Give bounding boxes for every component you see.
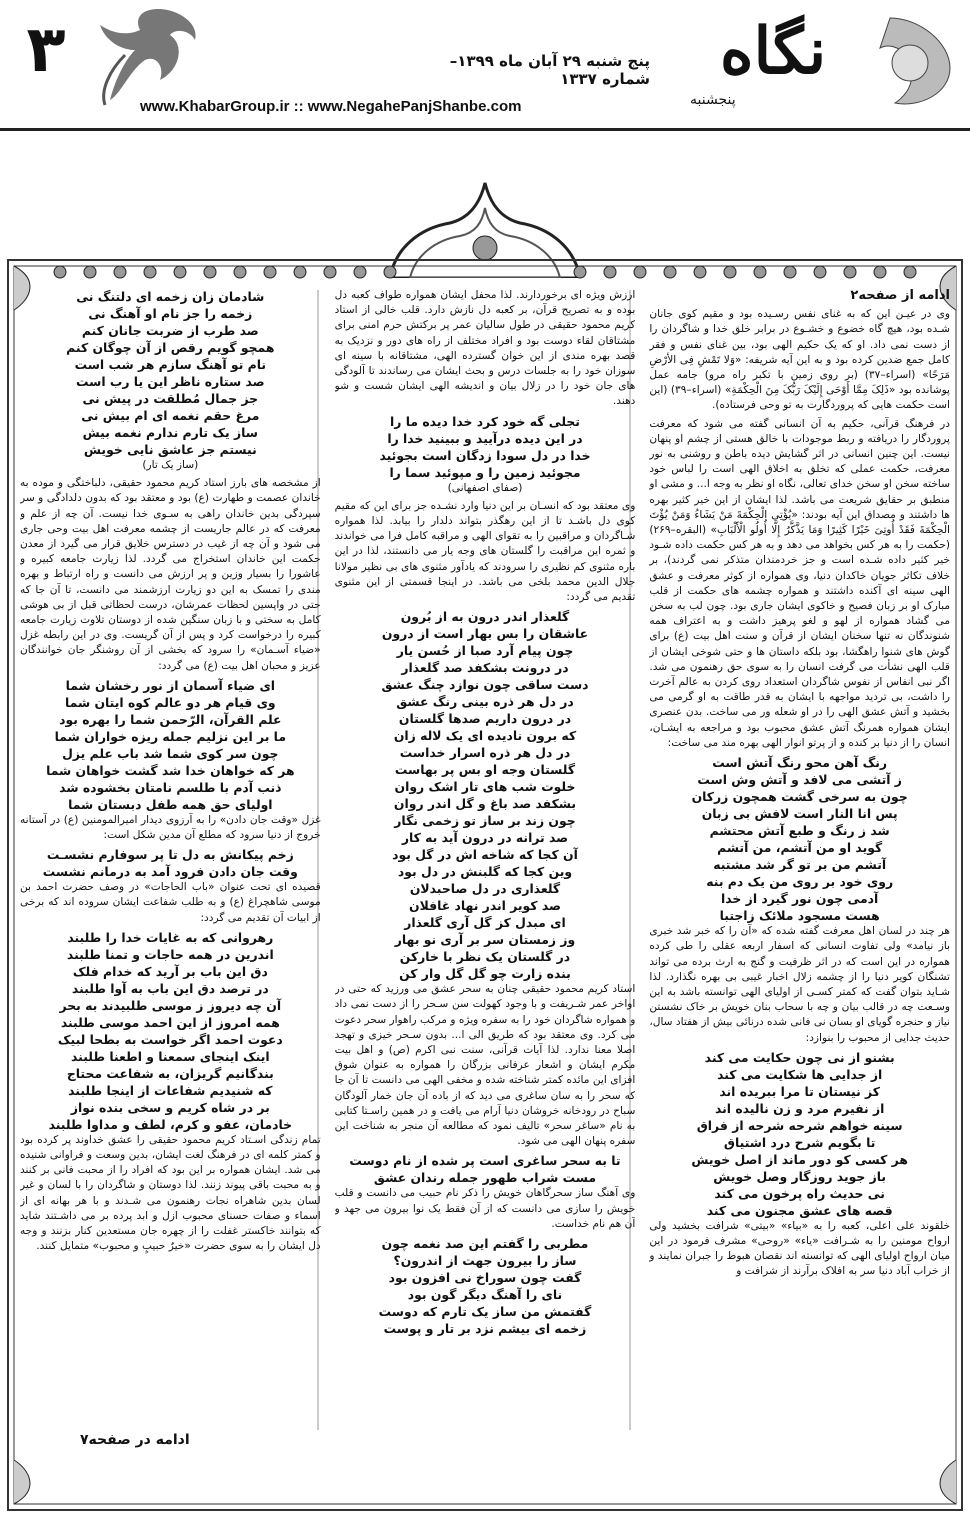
verse-line: خلوت شب های تار اشک روان — [394, 779, 576, 795]
verse-line: اینک اینجای سمعنا و اطعنا طلبند — [71, 1048, 270, 1064]
paragraph: از مشخصه های بارز استاد کریم محمود حقیقی، دلباختگی و موده به خاندان عصمت و طهارت (ع) بود و معتقد بود که بدون دلدادگی و سر سپردگی بدین خاندان راهی به سـوی خدا نیست. آن چه از علم و معرفت که در عالم جاریست از چشمه معرفت اهل بیت وحی جاری می شود و آن چه از غیب در دسترس خلایق قرار می گیرد از معدن حکمت این خاندان استخراج می گردد. لذا زیارت جامعه کبیره و عاشورا را بسیار وزین و پر ارزش می دانست و راه ارتباط و بهره مندی را تمسک به این دو زیارت ارزشمند می دانست، تا آن جا که حتی در واپسین لحظات عمرشان، درست لحظاتی قبل از بی هوشی کامل به سختی و با زبان سنگین شده از دوستان تلاوت زیارت جامعه کبیره را درخواست کرد و پس از آن گریست. وی در این رابطه غزل «ضیاء آسـمان» را سرود که بخشی از آن روشنگر جان خوانندگان عزیز و محبان اهل بیت (ع) می گردد: — [19, 477, 321, 672]
verse-line: بندگانیم گریزان، به شفاعت محتاج — [66, 1065, 274, 1081]
verse-line: هر کسی کو دور ماند از اصل خویش — [691, 1151, 908, 1167]
verse-line: چون پیام آرد صبا از حُسن یار — [396, 643, 574, 659]
verse-line: صد کویر اندر نهاد غافلان — [409, 898, 561, 914]
verse-line: رهروانی که به غایات خدا را طلبند — [67, 929, 274, 945]
verse-line: دق این باب بر آرید که خدام فلک — [72, 963, 268, 979]
verse-line: علم القرآن، الرّحمن شما را بهره بود — [59, 711, 282, 727]
verse-line: خدا در دل سودا زدگان است بجوئید — [379, 447, 591, 463]
verse-line: رنگ آهن محو رنگ آتش است — [712, 755, 888, 771]
website-urls: www.KhabarGroup.ir :: www.NegahePanjShanbe.com — [140, 98, 522, 115]
verse-line: در گلستان یک نظر با خارکن — [399, 949, 571, 965]
verse-line: شادمان زان زخمه ای دلتنگ نی — [76, 289, 265, 304]
verse-line: جز جمال مُطلقت در پیش نی — [82, 391, 259, 406]
verse-line: هر که خواهان خدا شد گشت خواهان شما — [46, 762, 295, 778]
verse-line: آن کجا که شاخه اش در گل بود — [392, 847, 578, 863]
verse-line: از نفیرم مرد و زن نالیده اند — [714, 1100, 885, 1116]
issue-dateline: پنج شنبه ۲۹ آبان ماه ۱۳۹۹– شماره ۱۳۳۷ — [449, 52, 650, 88]
paragraph: وی آهنگ ساز سحرگاهان خویش را ذکر نام حبیب می دانست و قلب خویش را سازی می دانست که از آن فقط یک نوا بیرون می جهد و آن هم نام خداست. — [334, 1187, 636, 1230]
continued-to-label: ادامه در صفحه۷ — [80, 1432, 190, 1448]
verse-line: وی قیام هر دو عالم کوه ایتان شما — [65, 694, 276, 710]
verse-line: همچو گویم رقص از آن چوگان کنم — [66, 340, 275, 355]
verse-line: بشکفد صد باغ و گل اندر روان — [393, 796, 577, 812]
verse-line: در این دیده درآیید و ببینید خدا را — [387, 430, 583, 446]
verse-line: گفتمش من ساز یک تارم که دوست — [378, 1304, 592, 1320]
verse-line: سینه خواهم شرحه شرحه از فراق — [696, 1117, 903, 1133]
verse-line: آدمی چون نور گیرد از خدا — [721, 891, 879, 907]
verse-line: نام تو آهنگ سازم هر شب است — [74, 357, 267, 372]
verse-line: عاشقان را بس بهار است از درون — [381, 626, 589, 642]
verse-line: تجلی گه خود کرد خدا دیده ما را — [390, 413, 580, 429]
verse-line: چون به سرخی گشت همچون زرکان — [691, 789, 908, 805]
verse-line: وقت جان دادن فرود آمد به درمانم نشست — [42, 864, 298, 880]
verse-line: بنده زارت چو گل گل وار کن — [399, 966, 571, 982]
verse-line: اندرین در همه حاجات و تمنا طلبند — [66, 946, 274, 962]
verse-line: ساز یک تارم ندارم نغمه بیش — [82, 425, 258, 440]
verse-line: زخمه را جز نام او آهنگ نی — [88, 306, 253, 321]
verse-line: نای را آهنگ دیگر گون بود — [407, 1287, 563, 1303]
verse-line: مجوئید زمین را و مپوئید سما را — [389, 464, 581, 480]
paragraph: وی معتقد بود که انسـان بر این دنیا وارد نشـده جز برای این که مقیم کوی دل باشـد تا از این رهگذر بتواند دلدار را بیابد. لذا همواره شـاگردان و مراقبین را به تقوای الهی و مراقبه کامل فرا می خواندند و ثمره این مراقبت را گلستان های وجه یار می دانستند، لذا در این باره مثنوی کم نظیری را سرودند که یادآور مثنوی های بی نظیر مولانا جلال الدین محمد بلخی می باشد. در اینجا قسمتی از این مثنوی تقدیم می گردد: — [334, 499, 636, 604]
verse-line: در دل هر ذره اسرار خداست — [399, 745, 571, 761]
paragraph: قصیده ای تحت عنوان «باب الحاجات» در وصف حضرت احمد بن موسی شاهچراغ (ع) و به طلب شفاعت ایشان سروده اند که برخی از ابیات آن تقدیم می گردد: — [19, 881, 321, 924]
verse-line: دست ساقی چون نوازد چنگ عشق — [381, 677, 589, 693]
verse-line: از جدایی ها شکایت می کند — [717, 1066, 883, 1082]
verse-line: زخمه ای بیشم نزد بر تار و پوست — [383, 1321, 587, 1337]
phoenix-ornament-icon — [90, 0, 210, 110]
verse-line: آن چه دیروز ز موسی طلبیدند به بحر — [59, 997, 282, 1013]
verse-line: گلستان وجه او بس پر بهاست — [394, 762, 576, 778]
verse-line: گلعذار اندر درون به از بُرون — [400, 609, 570, 625]
verse-line: بر در شاه کریم و سخی بنده نواز — [70, 1099, 270, 1115]
paragraph: استاد کریم محمود حقیقی چنان به سحر عشق می ورزید که حتی در اواخر عمر شـریفت و با وجود کهولت سن سـحر را از دست نمی داد و همواره شاگردان خود را به سفره ویژه و مرکب راهوار سحر دعوت می کرد. وی معتقد بود که طریق الی ا... بدون سـحر خیزی و تهجد اصلا معنا ندارد. لذا آیات قرآنی، سنت نبی اکرم (ص) و اهل بیت مکرم ایشان و اشعار عرفانی بزرگان را همواره به عنوان شوق افزای این مائده کمتر شناخته شده و مخفی الهی می دانست تا آن جا که سحر را به سان ساغری می دید که از باده آن جان خمار آلودگان سباح در رودخانه خروشان دنیا آرام می یافت و در همین راسـتا کتابی به نام «ساغر سحر» تالیف نمود که مطالعه آن منجر به شناخت این سفره پنهان الهی می شود. — [334, 983, 636, 1148]
verse-line: همه امروز از این احمد موسی طلبند — [60, 1014, 280, 1030]
verse-line: که شنیدیم شفاعات از اینجا طلبند — [68, 1082, 273, 1098]
verse-line: چون سر کوی شما شد باب علم یزل — [62, 745, 279, 761]
verse-line: دعوت احمد اگر خواست به بطحا لبیک — [57, 1031, 283, 1047]
paragraph: خلقوند علی اعلی، کعبه را به «بیاء» «بیتی» شرافت بخشید ولی ارواح مومنین را به شـرافت «یاء» «روحی» مشرف فرمود در این میان ارواح اولیای الهی که توانسته اند نقصان هبوط را جبران نمایند و از خراب آباد دنیا سر به افلاک برآرند از شرافت و — [649, 1219, 950, 1278]
paragraph: ارزش ویژه ای برخوردارند. لذا محفل ایشان همواره طواف کعبه دل بوده و به تصریح قرآن، بر کعبه دل نازش دارد. قلب خالی از استاد کریم محمود حقیقی در طول سالیان عمر پر برکتش حرم امنی برای مشتاقان لقاء دوست بود و افراد مختلف از راه های دور و نزدیک به قصد بهره مندی از این خوان گسترده الهی، مشتاقانه با سینه ای سوزان خود را به جلسات درس و بحث ایشان می رساندند تا آلودگی های جان خود را در زلال بیان و اندیشه الهی ایشان شست و شو دهند. — [334, 289, 636, 408]
poet-attribution: (صفای اصفهانی) — [447, 481, 523, 494]
verse-line: تا بگویم شرح درد اشتیاق — [723, 1134, 876, 1150]
paragraph: تمام زندگی اسـتاد کریم محمود حقیقی را عشق خداوند پر کرده بود و کمتر کلمه ای در فرهنگ لغت ایشان، بدین وسعت و فراوانی شنیده می شد. ایشان همواره بر این بود که افراد را از محبت فانی بر کنند و به محبت باقی پیوند زنند. لذا دوستان و شاگردان را با لسان و غیر لسان بدین شاهراه نجات رهنمون می شـدند و با هر بهانه ای از اسماء و صفات حسنای محبوب ازل و ابد پرده بر می داشـتند شاید که بتوانند خاکستر غفلت را از چهره جان مستعدین کنار بزنند و وجه دل ایشان را به سوی حضرت «خیرٌ حبیبٍ و محبوب» متمایل کنند. — [19, 1133, 321, 1253]
verse-line: ساز را بیرون جهت از اندرون؟ — [393, 1253, 577, 1269]
newspaper-logo-sub: پنجشنبه — [690, 92, 736, 108]
verse-line: کز نیستان تا مرا ببریده اند — [719, 1083, 880, 1099]
verse-line: مرغ حقم نغمه ای ام بیش نی — [81, 408, 260, 423]
verse-line: بشنو از نی چون حکایت می کند — [704, 1049, 895, 1065]
verse-line: گوید او من آتشم، من آتشم — [717, 840, 883, 856]
verse-line: صد طرب از ضربت جانان کنم — [81, 323, 259, 338]
paragraph: وی در عیـن این که به غنای نفس رسـیده بود و مقیم کوی جانان شـده بود، هیچ گاه خضوع و خشـوع در برابر خلق خدا و شاگردان را از دست نمی داد. او که یک حکیم الهی بود، بین غنای نفس و فقر کامل جمع ضدین کرده بود و به این آیه شریفه: «وَلا تَمْشِ فِی الأرْضِ مَرَحًا» (اسراء–۳۷) (بر روی زمین با تکبر راه مرو) جامه عمل پوشانده بود «ذَلِکَ مِمَّا أَوْحَى إِلَيْکَ رَبُّکَ مِنَ الْحِکْمَةِ» (اسراء–۳۹) (این است حکمت هایی که پروردگارت به تو وحی فرستاده). — [649, 308, 950, 412]
paragraph: در فرهنگ قرآنی، حکیم به آن انسانی گفته می شود که معرفت پروردگار را دریافته و ربط موجودات با خالق هستی از چشم او پنهان نیست. این چنین انسانی در اثر گشایش دیده باطن و روشنی به نور معرفت، حکمت عملی که تخلق به اخلاق الهی است را لباس خود ساخته سخن او سخن خدای تعالی، نگاه او نظر به وجه ا... و مشی او منطبق بر حقایق شریعت می باشد. لذا ایشان از این خیر کثیر بهره ها داشتند و مصداق این آیه بودند: «یُؤْتِی الْحِکْمَةَ مَنْ یَشَاءُ وَمَنْ یُؤْتَ الْحِکْمَةَ فَقَدْ أُوتِیَ خَیْرًا کَثِیرًا وَمَا یَذَّکَّرُ إِلَّا أُولُو الْأَلْبَابِ» (البقره–۲۶۹) (حکمت را به هر کس بخواهد می دهد و به هر کس حکمت داده شـود خیر کثیر داده شـده است و جز خردمندان متذکر نمی گردند)، بر خلاف تکاثر جویان خاکدان دنیا، وی همواره از کوثر معرفت و عشق الهی سینه ای آکنده داشتند و همواره چشمه های حکمت از قلب مبارک او بر زبان فصیح و خاکوی ایشان جاری بود. چون لب به سخن می گشاد همواره از لهو و لغو پرهیز داشت و به اعتراف همه شنوندگان نه تنها سخنان ایشان از قرآن و سنت اهل بیت (ع) برای گوش های شنوا راهگشا، بود بلکه داستان ها و حتی شوخی ایشان از قلب الهی نشأت می گرفت انسان را به سوی حق رهنمون می شد. اگر نبی انفاس از نفوس شاگردان استعداد روی کردن به عالم آخرت را داشت، بی تردید مواجهه با ایشان به قدر طاقت به او گرمی می بخشید و آتش عشق الهی را در او شعله ور می ساخت. بدن عنصری ایشان همواره همرنگ آتش عشق محبوب بود و مراجعه به ایشـان، انسان را از دنیا بر کنده و از پرتو انوار الهی بهره مند می ساخت: — [649, 417, 950, 749]
verse-line: گلعذاری در دل صاحبدلان — [409, 881, 561, 897]
poem-attribution: (ساز یک تار) — [142, 459, 199, 471]
newspaper-logo: نگاه — [720, 14, 827, 89]
verse-line: در ترصد دق این باب به آوا طلبند — [71, 980, 269, 996]
verse-line: ذنب آدم با طلسم نامتان بخشوده شد — [59, 779, 282, 795]
verse-line: ای مبدل کز گل آری گلعذار — [404, 915, 566, 931]
verse-line: چون زند بر ساز تو زخمی نگار — [394, 813, 576, 829]
verse-line: وز زمستان سر بر آری نو بهار — [394, 932, 576, 948]
masthead — [0, 0, 970, 131]
verse-line: پس انا النار است لافش بی زبان — [701, 806, 898, 822]
paragraph: هر چند در لسان اهل معرفت گفته شده که «آن را که خبر شد خبری باز نیامد» ولی تفاوت انسانی که اسفار اربعه عقلی را طی کرده همواره در این است که در اثر ظرفیت و گنج به ارث برده می تواند تشنگان کویر دنیا را از چشمه زلال اخبار غیبی بی بهره نگذارد. لذا شـاید بتوان گفت که کمتر کسـی از اولیای الهی توانسته باشد به این وسـعت چه در قالب بیان و چه با سحاب بنان خویش بر خاک نشستن نیاز و حنجره گویای او بسان نی فانی شده درنائی بیش از هفتاد سال، حدیث جدایی از محبوب را بنوازد: — [649, 925, 950, 1044]
verse-line: مطربی را گفتم این صد نغمه چون — [381, 1236, 589, 1252]
article-column-1 — [649, 288, 950, 1428]
verse-line: روی خود بر روی من یک دم بنه — [706, 874, 894, 890]
verse-line: صد ستاره ناظر این یا رب است — [76, 374, 265, 389]
verse-line: مست شراب طهور جمله رندان عشق — [373, 1170, 597, 1186]
article-column-2 — [335, 288, 636, 1428]
paragraph: غزل «وقت جان دادن» را به آرزوی دیدار امیرالمومنین (ع) در آستانه خروج از دنیا سرود که مطلع آن مدین شکل است: — [19, 813, 321, 842]
verse-line: ای ضیاء آسمان از نور رخشان شما — [65, 677, 276, 693]
verse-line: ما بر این نزلیم جمله ریزه خواران شما — [54, 728, 287, 744]
verse-line: وین کجا که گلبنش در دل بود — [397, 864, 573, 880]
verse-line: زخم پیکانش به دل تا پر سوفارم نشسـت — [46, 847, 294, 863]
verse-line: آتشم من بر تو گر شد مشتبه — [713, 857, 887, 873]
verse-line: ز آتشی می لافد و آتش وش است — [697, 772, 902, 788]
verse-line: خادمان، عفو و کرم، لطف و مداوا طلبند — [48, 1116, 293, 1132]
verse-line: اولیای حق همه طفل دبستان شما — [68, 796, 273, 812]
article-column-3 — [20, 288, 321, 1428]
article-columns — [20, 288, 950, 1428]
page-number: ۳ — [26, 13, 66, 87]
verse-line: قصه های عشق مجنون می کند — [706, 1202, 893, 1218]
verse-line: در درون داریم صدها گلستان — [398, 711, 572, 727]
verse-line: گفت چون سوراخ نی افزون بود — [388, 1270, 582, 1286]
verse-line: شد ز رنگ و طبع آتش محتشم — [709, 823, 890, 839]
verse-line: باز جوید روزگار وصل خویش — [713, 1168, 887, 1184]
verse-line: صد ترانه در درون آید به کار — [401, 830, 569, 846]
verse-line: هست مسجود ملائک زاجتبا — [719, 908, 880, 924]
verse-line: در دل هر ذره بینی رنگ عشق — [396, 694, 574, 710]
continued-from-heading: ادامه از صفحه۲ — [850, 288, 950, 303]
verse-line: نیستم جز عاشق نایی خویش — [83, 442, 257, 457]
verse-line: تا به سحر ساغری است پر شده از نام دوست — [349, 1153, 621, 1169]
verse-line: نی حدیث راه پرخون می کند — [714, 1185, 885, 1201]
verse-line: در درونت بشکفد صد گلعذار — [401, 660, 569, 676]
verse-line: که برون نادیده ای یک لاله زان — [393, 728, 577, 744]
